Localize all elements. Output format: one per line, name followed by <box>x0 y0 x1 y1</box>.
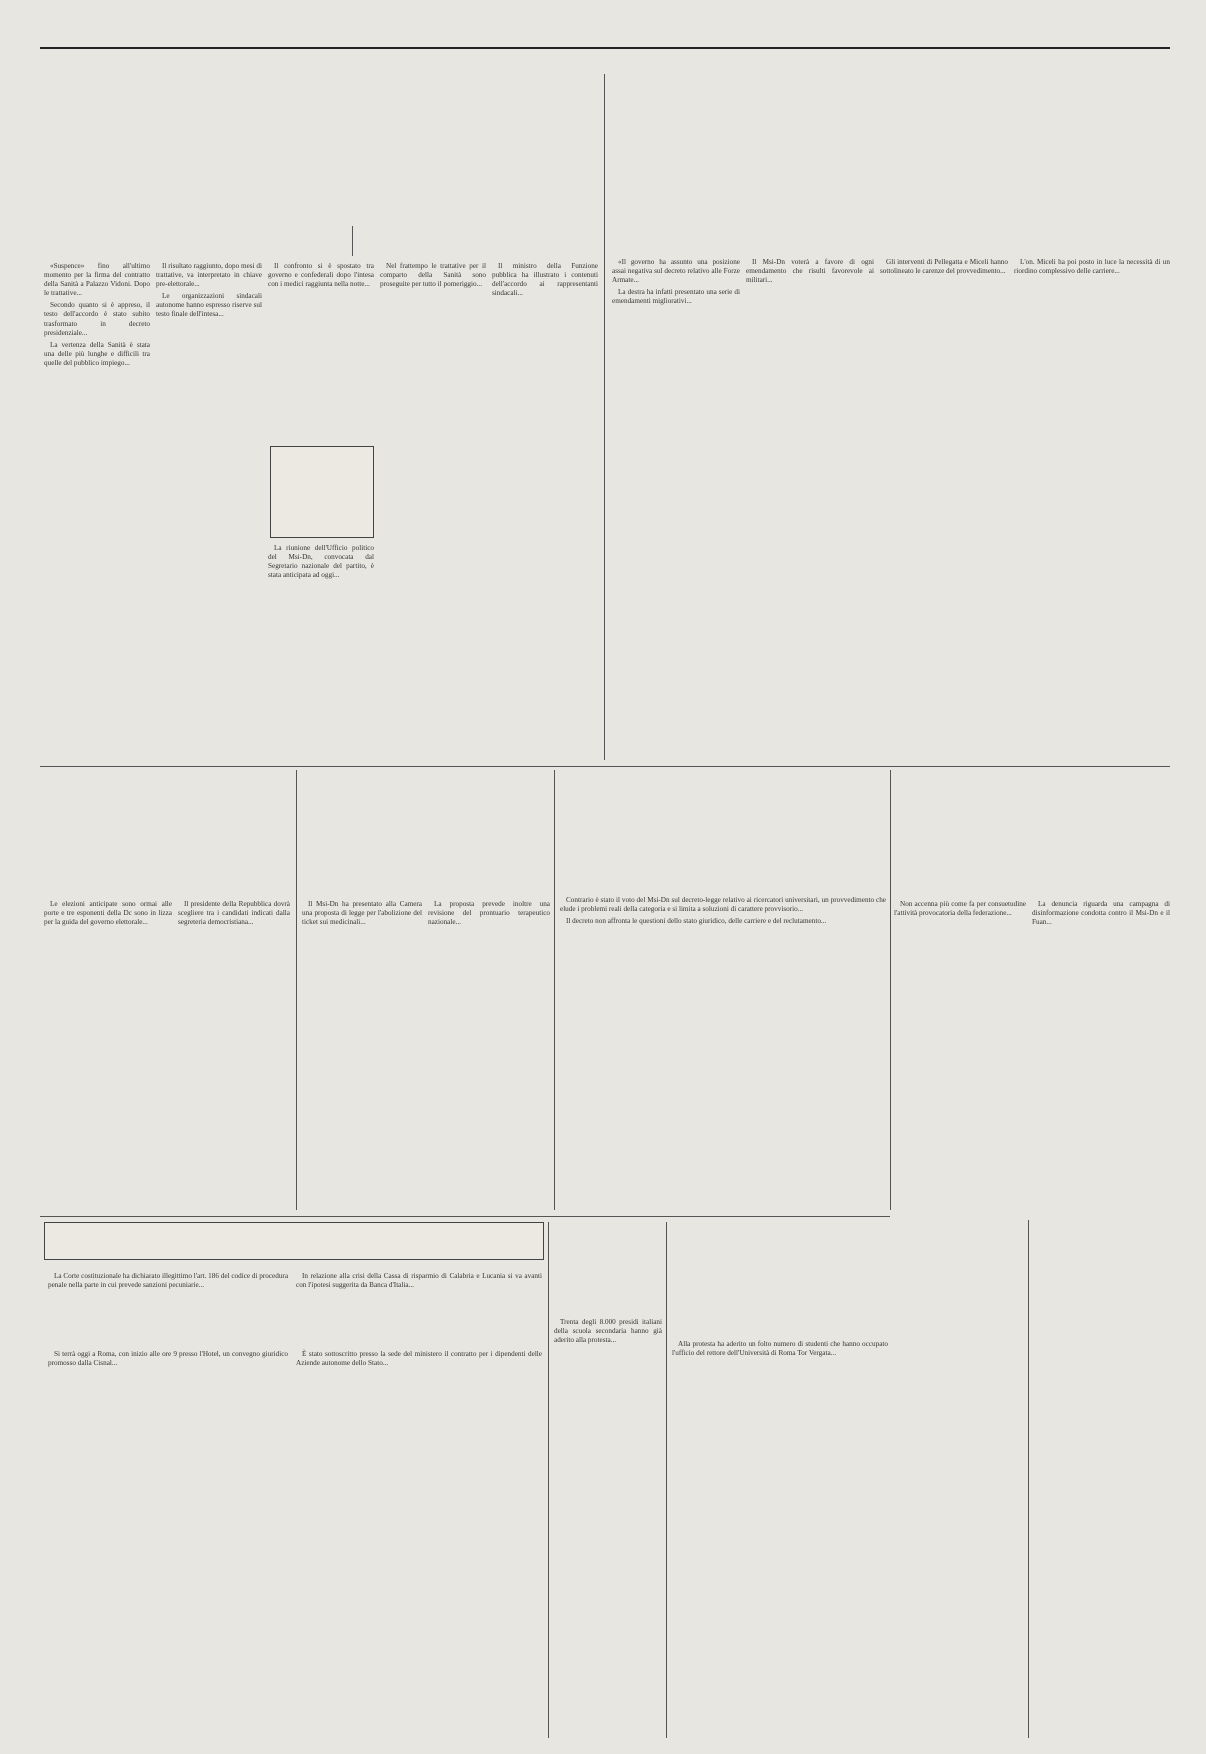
body-text: Contrario è stato il voto del Msi-Dn sul decreto-legge relativo ai ricercatori universitari, un provvedimento che elude i problemi reali della categoria e si limita a soluzioni di carattere provvisorio... Il decreto non affronta le questioni dello stato giuridico, delle carriere e del reclutamento... <box>560 896 886 926</box>
body-text: Alla protesta ha aderito un folto numero di studenti che hanno occupato l'ufficio del rettore dell'Università di Roma Tor Vergata... <box>672 1340 888 1358</box>
body-text: «Il governo ha assunto una posizione assai negativa sul decreto relativo alle Forze Armate... La destra ha infatti presentato una serie di emendamenti migliorativi... <box>612 258 740 306</box>
body-text: Il ministro della Funzione pubblica ha illustrato i contenuti dell'accordo ai rappresentanti sindacali... <box>492 262 598 298</box>
panorama-column: In relazione alla crisi della Cassa di risparmio di Calabria e Lucania si va avanti con l'ipotesi suggerita da Banca d'Italia... È stato sottoscritto presso la sede del ministero il contratto per i dipendenti delle Aziende autonome dello Stato... <box>296 1272 542 1368</box>
body-text: Il presidente della Repubblica dovrà scegliere tra i candidati indicati dalla segreteria democristiana... <box>178 900 290 927</box>
column-rule <box>296 770 297 1210</box>
body-text: Il risultato raggiunto, dopo mesi di trattative, va interpretato in chiave pre-elettorale... Le organizzazioni sindacali autonome hanno espresso riserve sul testo finale dell'intesa... <box>156 262 262 319</box>
section-rule <box>40 1216 890 1217</box>
column-rule <box>554 770 555 1210</box>
column-rule <box>890 770 891 1210</box>
panorama-column: La Corte costituzionale ha dichiarato illegittimo l'art. 186 del codice di procedura penale nella parte in cui prevede sanzioni pecuniarie... Si terrà oggi a Roma, con inizio alle ore 9 presso l'Hotel, un convegno giuridico promosso dalla Cisnal... <box>48 1272 288 1368</box>
body-text: «Suspence» fino all'ultimo momento per la firma del contratto della Sanità a Palazzo Vidoni. Dopo le trattative... Secondo quanto si è appreso, il testo dell'accordo è stato subito trasformato in decreto presidenziale... La vertenza della Sanità è stata una delle più lunghe e difficili tra quelle del pubblico impiego... <box>44 262 150 367</box>
body-text: Il confronto si è spostato tra governo e confederali dopo l'intesa con i medici raggiunta nella notte... <box>268 262 374 289</box>
body-text: Non accenna più come fa per consuetudine l'attività provocatoria della federazione... <box>894 900 1026 918</box>
body-text: Trenta degli 8.000 presidi italiani della scuola secondaria hanno già aderito alla protesta... <box>554 1318 662 1345</box>
body-text: La denuncia riguarda una campagna di disinformazione condotta contro il Msi-Dn e il Fuan... <box>1032 900 1170 927</box>
body-text: Le elezioni anticipate sono ormai alle porte e tre esponenti della Dc sono in lizza per la guida del governo elettorale... <box>44 900 172 927</box>
masthead-rule <box>40 47 1170 49</box>
sidebar-box <box>270 446 374 538</box>
column-rule <box>604 74 605 760</box>
body-text: La riunione dell'Ufficio politico del Msi-Dn, convocata dal Segretario nazionale del partito, è stata anticipata ad oggi... <box>268 544 374 580</box>
body-text: Gli interventi di Pellegatta e Miceli hanno sottolineato le carenze del provvedimento... <box>880 258 1008 276</box>
column-rule <box>666 1222 667 1738</box>
panorama-header <box>44 1222 544 1260</box>
body-text: Il Msi-Dn voterà a favore di ogni emendamento che risulti favorevole ai militari... <box>746 258 874 285</box>
section-rule <box>40 766 1170 767</box>
column-rule <box>1028 1220 1029 1738</box>
body-text: Il Msi-Dn ha presentato alla Camera una proposta di legge per l'abolizione del ticket sui medicinali... <box>302 900 422 927</box>
column-rule <box>548 1222 549 1738</box>
body-text: La proposta prevede inoltre una revisione del prontuario terapeutico nazionale... <box>428 900 550 927</box>
body-text: Nel frattempo le trattative per il comparto della Sanità sono proseguite per tutto il pomeriggio... <box>380 262 486 289</box>
body-text: L'on. Miceli ha poi posto in luce la necessità di un riordino complessivo delle carriere... <box>1014 258 1170 276</box>
column-rule <box>352 226 353 256</box>
